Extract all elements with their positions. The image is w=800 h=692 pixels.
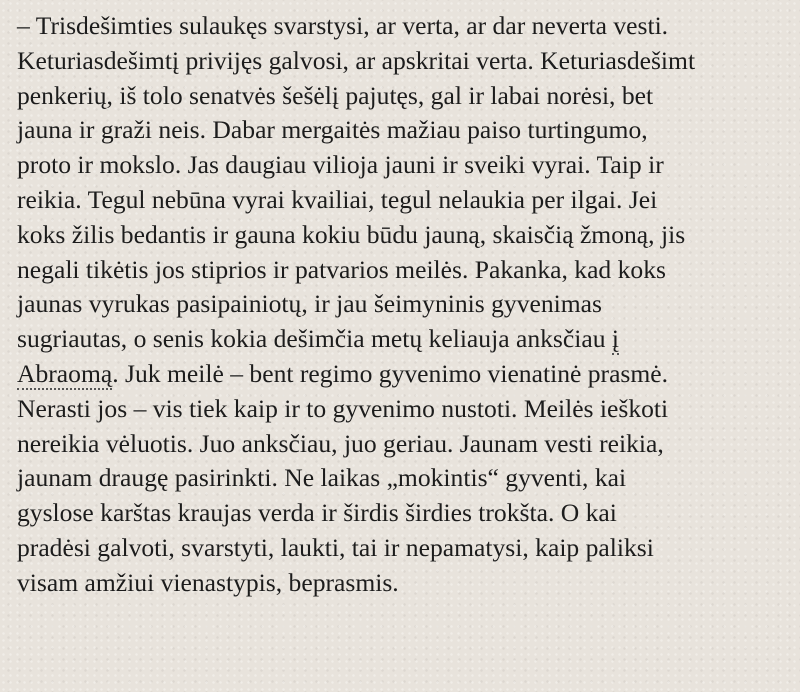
text-line-12: Nerasti jos – vis tiek kaip ir to gyvenimo nustoti. Meilės ieškoti xyxy=(17,393,669,423)
text-line-10 xyxy=(17,322,790,357)
text-line-7: koks žilis bedantis ir gauna kokiu būdu jauną, skaisčią žmoną, jis xyxy=(17,219,686,249)
text-line-1: – Trisdešimties sulaukęs svarstysi, ar verta, ar dar neverta vesti. xyxy=(17,11,669,40)
text-line-17: visam amžiui vienastypis, beprasmis. xyxy=(17,567,399,597)
text-line-2: Keturiasdešimtį privijęs galvosi, ar apskritai verta. Keturiasdešimt xyxy=(17,45,696,75)
text-line-11 xyxy=(17,357,790,392)
text-line-6: reikia. Tegul nebūna vyrai kvailiai, tegul nelaukia per ilgai. Jei xyxy=(17,184,658,214)
text-line-16: pradėsi galvoti, svarstyti, laukti, tai ir nepamatysi, kaip paliksi xyxy=(17,532,654,562)
text-line-4: jauna ir graži neis. Dabar mergaitės mažiau paiso turtingumo, xyxy=(17,115,648,145)
text-line-9: jaunas vyrukas pasipainiotų, ir jau šeimyninis gyvenimas xyxy=(17,289,603,319)
text-line-15: gyslose karštas kraujas verda ir širdis širdies trokšta. O kai xyxy=(17,498,617,528)
text-line-8: negali tikėtis jos stiprios ir patvarios meilės. Pakanka, kad koks xyxy=(17,254,666,284)
text-line-14: jaunam draugę pasirinkti. Ne laikas „mokintis“ gyventi, kai xyxy=(17,463,627,493)
abraoma-link-part1[interactable]: į xyxy=(611,324,620,354)
text-line-10-text: sugriautas, o senis kokia dešimčia metų keliauja anksčiau xyxy=(17,324,612,354)
text-line-11-text: . Juk meilė – bent regimo gyvenimo vienatinė prasmė. xyxy=(112,358,669,388)
text-line-3: penkerių, iš tolo senatvės šešėlį pajutęs, gal ir labai norėsi, bet xyxy=(17,80,654,110)
text-line-13: nereikia vėluotis. Juo anksčiau, juo geriau. Jaunam vesti reikia, xyxy=(17,428,664,458)
text-line-5: proto ir mokslo. Jas daugiau vilioja jauni ir sveiki vyrai. Taip ir xyxy=(17,150,664,180)
body-paragraph xyxy=(17,9,790,601)
abraoma-link-part2[interactable]: Abraomą xyxy=(17,358,113,388)
